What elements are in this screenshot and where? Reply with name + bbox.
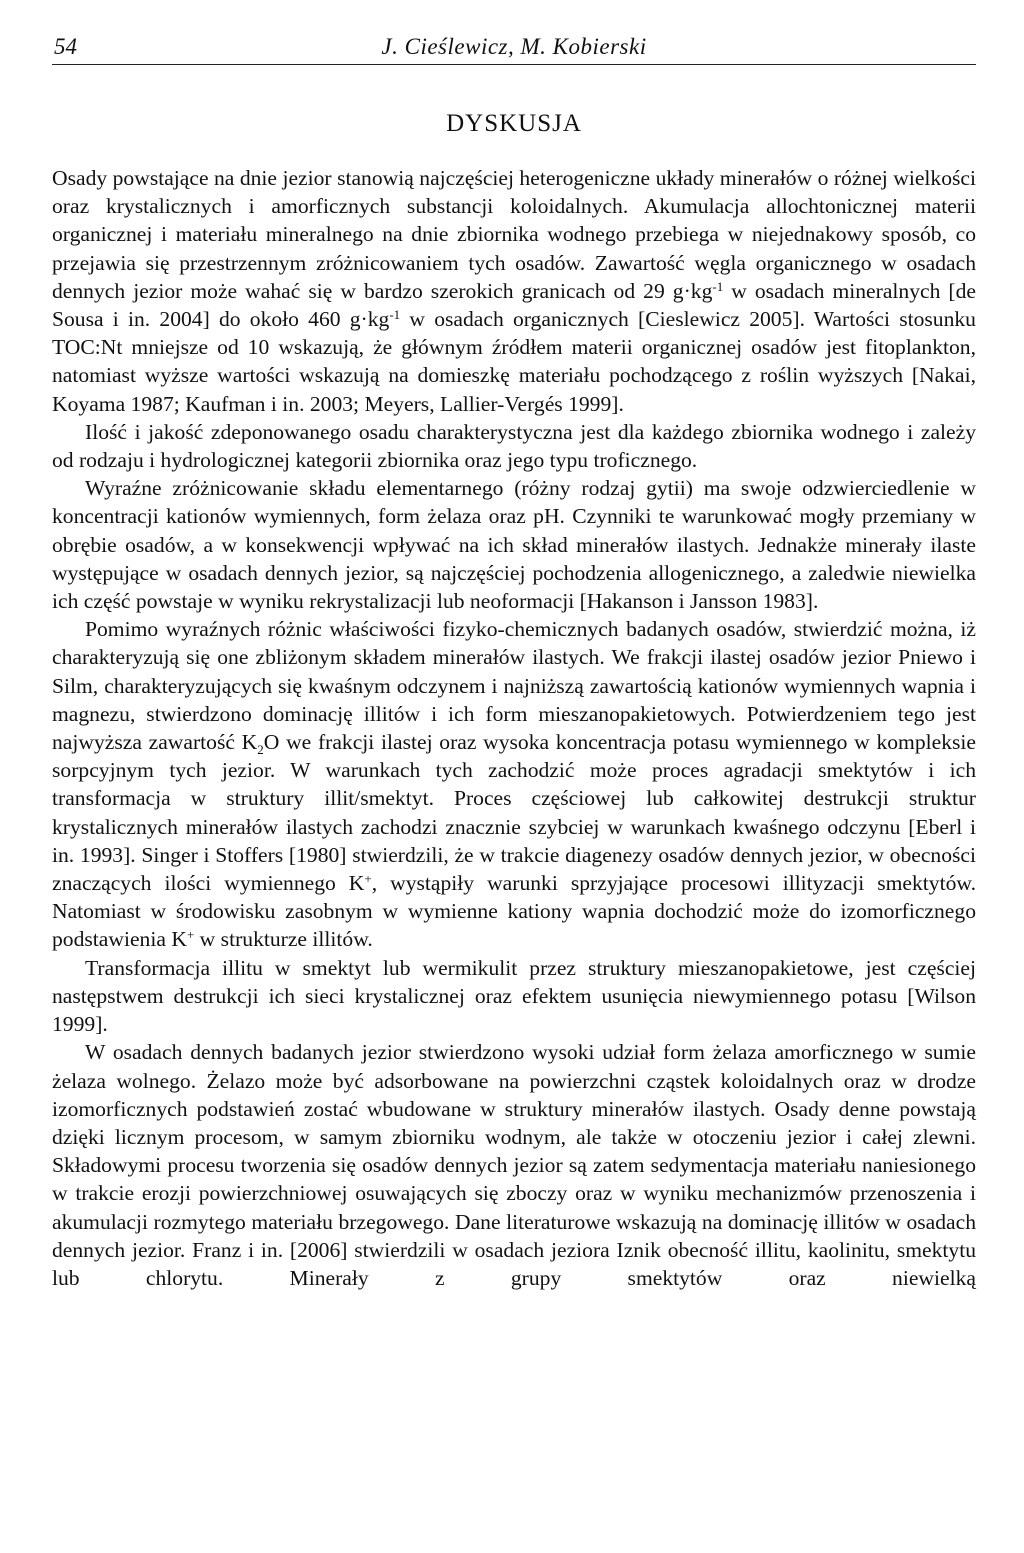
paragraph-2: Ilość i jakość zdeponowanego osadu charakterystyczna jest dla każdego zbiornika wodnego i zależy od rodzaju i hydrologicznej kategorii zbiornika oraz jego typu troficznego.: [52, 419, 976, 473]
running-head-authors: J. Cieślewicz, M. Kobierski: [381, 34, 647, 59]
paragraph-1: Osady powstające na dnie jezior stanowią najczęściej heterogeniczne układy minerałów o różnej wielkości oraz krystalicznych i amorficznych substancji koloidalnych. Akumulacja allochtonicznej materii organicznej i materiału mineralnego na dnie zbiornika wodnego przebiega w niejednakowy sposób, co przejawia się przestrzennym zróżnicowaniem tych osadów. Zawartość węgla organicznego w osadach dennych jezior może wahać się w bardzo szerokich granicach od 29 $g\cdot kg^{-1}$ w osadach mineralnych [de Sousa i in. 2004] do około 460 $g\cdot kg^{-1}$ w osadach organicznych [Cieslewicz 2005]. Wartości stosunku TOC:Nt mniejsze od 10 wskazują, że głównym źródłem materii organicznej osadów jest fitoplankton, natomiast wyższe wartości wskazują na domieszkę materiału pochodzącego z roślin wyższych [Nakai, Koyama 1987; Kaufman i in. 2003; Meyers, Lallier-Vergés 1999].: [52, 166, 977, 416]
paragraph-6: W osadach dennych badanych jezior stwierdzono wysoki udział form żelaza amorficznego w sumie żelaza wolnego. Żelazo może być adsorbowane na powierzchni cząstek koloidalnych oraz w drodze izomorficznych podstawień zostać wbudowane w struktury minerałów ilastych. Osady denne powstają dzięki licznym procesom, w samym zbiorniku wodnym, ale także w otoczeniu jezior i całej zlewni. Składowymi procesu tworzenia się osadów dennych jezior są zatem sedymentacja materiału naniesionego w trakcie erozji powierzchniowej osuwających się zboczy oraz w wyniku mechanizmów przenoszenia i akumulacji rozmytego materiału brzegowego. Dane literaturowe wskazują na dominację illitów w osadach dennych jezior. Franz i in. [2006] stwierdzili w osadach jeziora Iznik obecność illitu, kaolinitu, smektytu lub chlorytu. Minerały z grupy smektytów oraz niewielką: [52, 1040, 976, 1290]
running-header: [52, 34, 976, 65]
paragraph-4: Pomimo wyraźnych różnic właściwości fizyko-chemicznych badanych osadów, stwierdzić można, iż charakteryzują się one zbliżonym składem minerałów ilastych. We frakcji ilastej osadów jezior Pniewo i Silm, charakteryzujących się kwaśnym odczynem i najniższą zawartością kationów wymiennych wapnia i magnezu, stwierdzono dominację illitów i ich form mieszanopakietowych. Potwierdzeniem tego jest najwyższa zawartość $K_2O$ we frakcji ilastej oraz wysoka koncentracja potasu wymiennego w kompleksie sorpcyjnym tych jezior. W warunkach tych zachodzić może proces agradacji smektytów i ich transformacja w struktury illit/smektyt. Proces częściowej lub całkowitej destrukcji struktur krystalicznych minerałów ilastych zachodzi znacznie szybciej w warunkach kwaśnego odczynu [Eberl i in. 1993]. Singer i Stoffers [1980] stwierdzili, że w trakcie diagenezy osadów dennych jezior, w obecności znaczących ilości wymiennego K+, wystąpiły warunki sprzyjające procesowi illityzacji smektytów. Natomiast w środowisku zasobnym w wymienne kationy wapnia dochodzić może do izomorficznego podstawienia K+ w strukturze illitów.: [52, 617, 976, 952]
paragraph-5: Transformacja illitu w smektyt lub wermikulit przez struktury mieszanopakietowe, jest częściej następstwem destrukcji ich sieci krystalicznej oraz efektem usunięcia niewymiennego potasu [Wilson 1999].: [52, 955, 976, 1037]
page-number: 54: [54, 34, 77, 59]
body-text: [52, 164, 976, 1292]
section-title: DYSKUSJA: [446, 110, 582, 137]
paragraph-3: Wyraźne zróżnicowanie składu elementarnego (różny rodzaj gytii) ma swoje odzwierciedlenie w koncentracji kationów wymiennych, form żelaza oraz pH. Czynniki te warunkować mogły przemiany w obrębie osadów, a w konsekwencji wpływać na ich skład minerałów ilastych. Jednakże minerały ilaste występujące w osadach dennych jezior, są najczęściej pochodzenia allogenicznego, a zaledwie niewielka ich część powstaje w wyniku rekrystalizacji lub neoformacji [Hakanson i Jansson 1983].: [52, 476, 976, 614]
